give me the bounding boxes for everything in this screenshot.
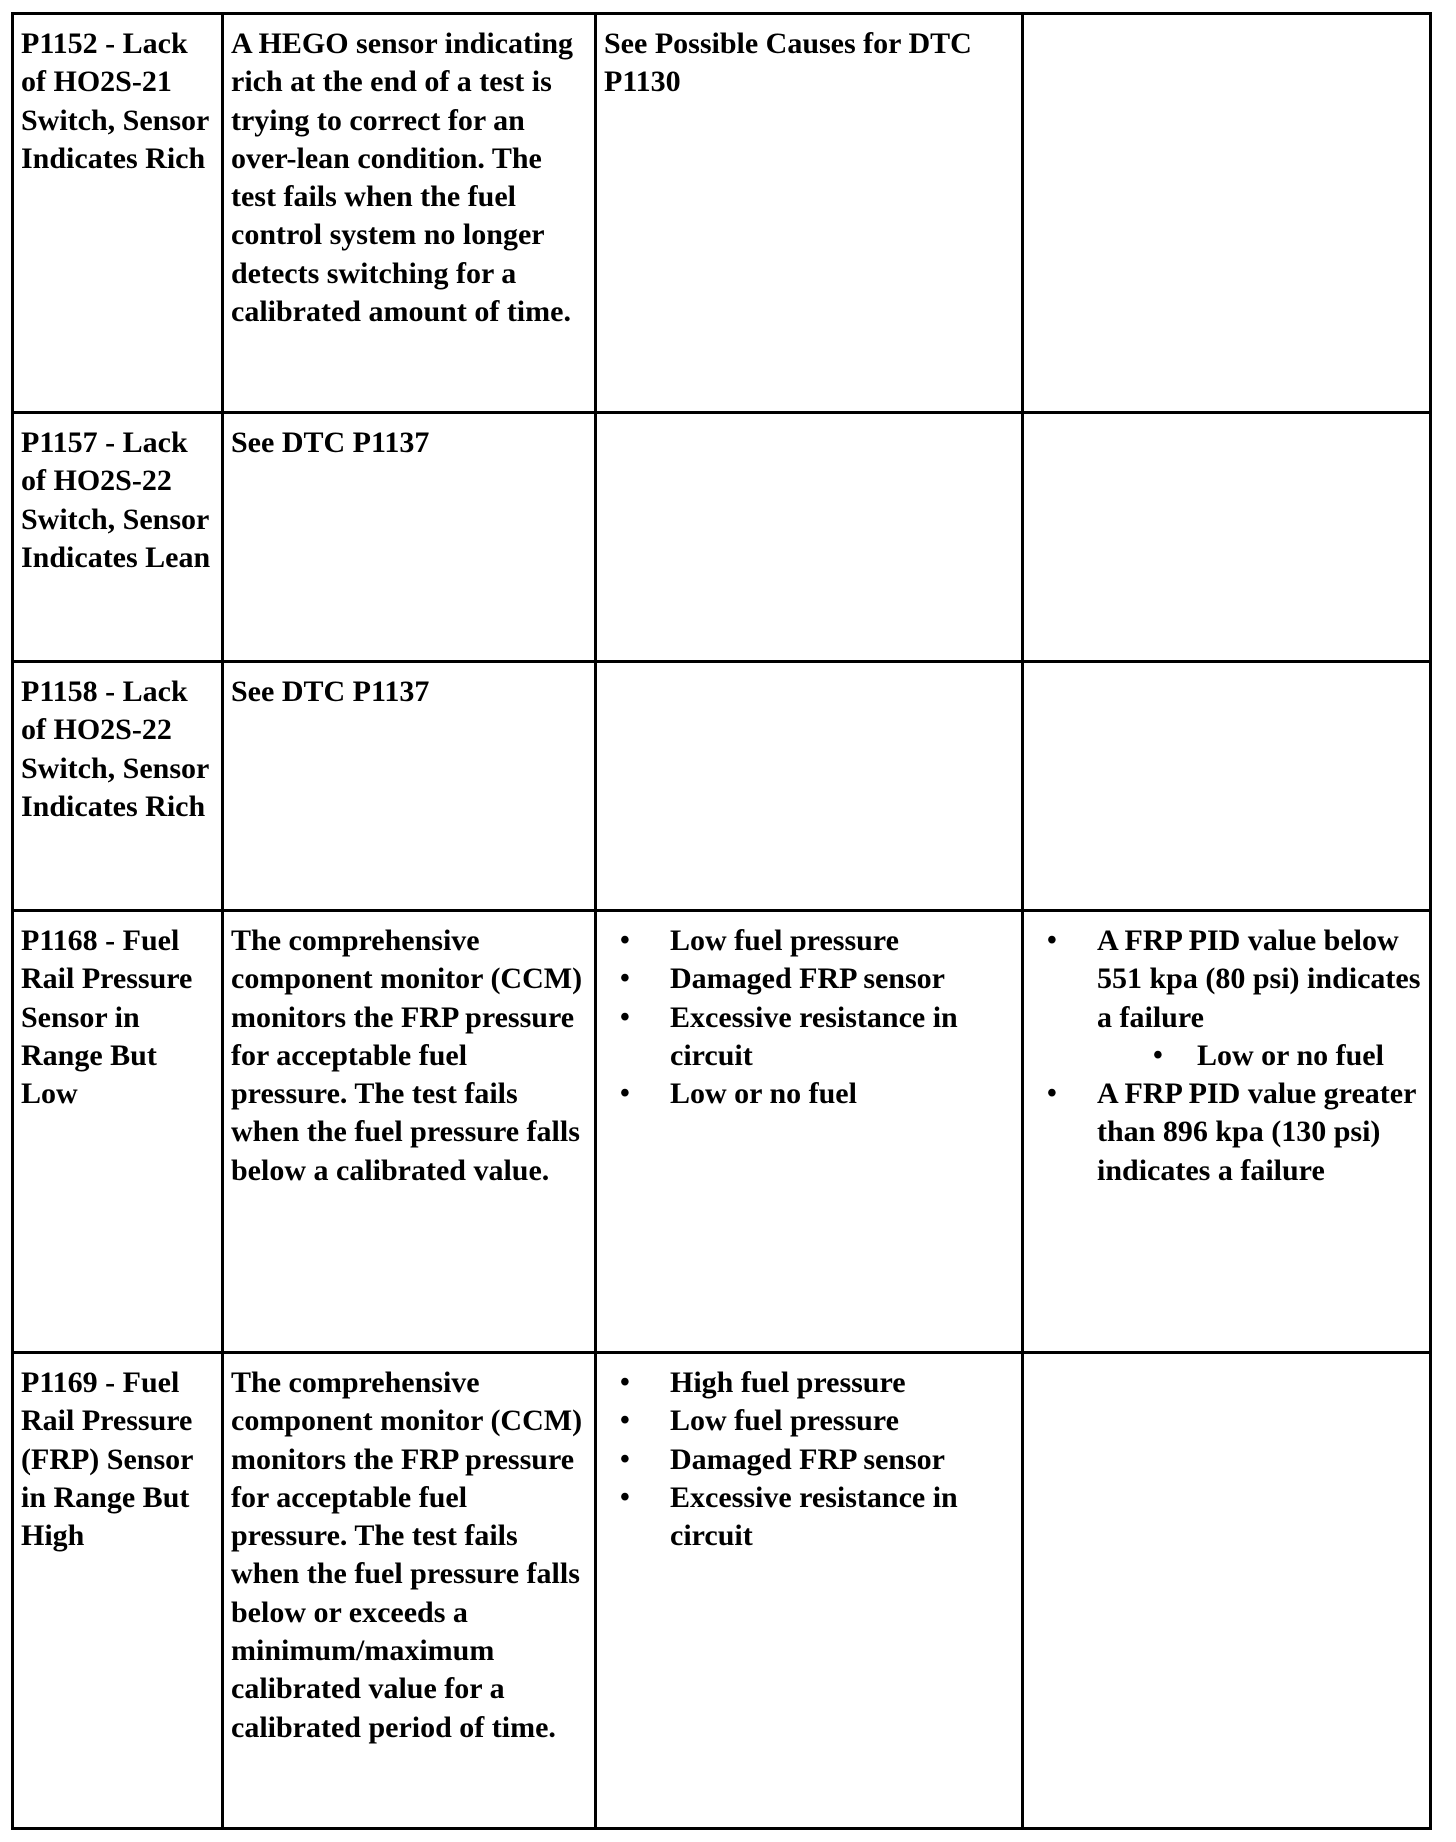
diagnostic-aids-cell <box>1023 14 1431 413</box>
dtc-code-cell: P1152 - Lack of HO2S-21 Switch, Sensor Indicates Rich <box>13 14 223 413</box>
dtc-code-cell: P1168 - Fuel Rail Pressure Sensor in Range But Low <box>13 911 223 1353</box>
description-cell: The comprehensive component monitor (CCM) monitors the FRP pressure for acceptable fuel pressure. The test fails when the fuel pressure falls below a calibrated value. <box>223 911 596 1353</box>
list-item: • High fuel pressure <box>670 1364 1015 1402</box>
list-item-text: A FRP PID value below 551 kpa (80 psi) indicates a failure <box>1097 924 1421 1034</box>
table-row <box>13 1353 1431 1829</box>
possible-causes-cell <box>596 413 1023 662</box>
list-item: • Excessive resistance in circuit <box>670 999 1015 1076</box>
dtc-table <box>11 12 1432 1830</box>
diagnostic-aids-cell <box>1023 1353 1431 1829</box>
diagnostic-aids-cell <box>1023 413 1431 662</box>
description-cell: See DTC P1137 <box>223 662 596 911</box>
possible-causes-cell <box>596 911 1023 1353</box>
possible-causes-cell: See Possible Causes for DTC P1130 <box>596 14 1023 413</box>
dtc-code-cell: P1157 - Lack of HO2S-22 Switch, Sensor Indicates Lean <box>13 413 223 662</box>
table-row <box>13 14 1431 413</box>
description-cell: A HEGO sensor indicating rich at the end of a test is trying to correct for an over-lean condition. The test fails when the fuel control system no longer detects switching for a calibrated amount of time. <box>223 14 596 413</box>
possible-causes-cell <box>596 662 1023 911</box>
list-item: • Excessive resistance in circuit <box>670 1479 1015 1556</box>
list-item: • Low fuel pressure <box>670 922 1015 960</box>
diagnostic-aids-cell <box>1023 911 1431 1353</box>
list-item <box>1097 922 1423 1075</box>
description-cell: The comprehensive component monitor (CCM) monitors the FRP pressure for acceptable fuel pressure. The test fails when the fuel pressure falls below or exceeds a minimum/maximum calibrated value for a calibrated period of time. <box>223 1353 596 1829</box>
possible-causes-list <box>604 1364 1015 1555</box>
dtc-code-cell: P1158 - Lack of HO2S-22 Switch, Sensor Indicates Rich <box>13 662 223 911</box>
possible-causes-cell <box>596 1353 1023 1829</box>
list-item: • Low fuel pressure <box>670 1402 1015 1440</box>
diagnostic-aids-list <box>1031 922 1423 1190</box>
diagnostic-aids-cell <box>1023 662 1431 911</box>
dtc-code-cell: P1169 - Fuel Rail Pressure (FRP) Sensor in Range But High <box>13 1353 223 1829</box>
possible-causes-list <box>604 922 1015 1113</box>
table-row <box>13 911 1431 1353</box>
table-row <box>13 662 1431 911</box>
list-item: • A FRP PID value greater than 896 kpa (130 psi) indicates a failure <box>1097 1075 1423 1190</box>
list-item: • Damaged FRP sensor <box>670 960 1015 998</box>
list-item: • Low or no fuel <box>1197 1037 1423 1075</box>
list-item: • Damaged FRP sensor <box>670 1441 1015 1479</box>
description-cell: See DTC P1137 <box>223 413 596 662</box>
table-row <box>13 413 1431 662</box>
list-item: • Low or no fuel <box>670 1075 1015 1113</box>
diagnostic-aids-sublist <box>1097 1037 1423 1075</box>
